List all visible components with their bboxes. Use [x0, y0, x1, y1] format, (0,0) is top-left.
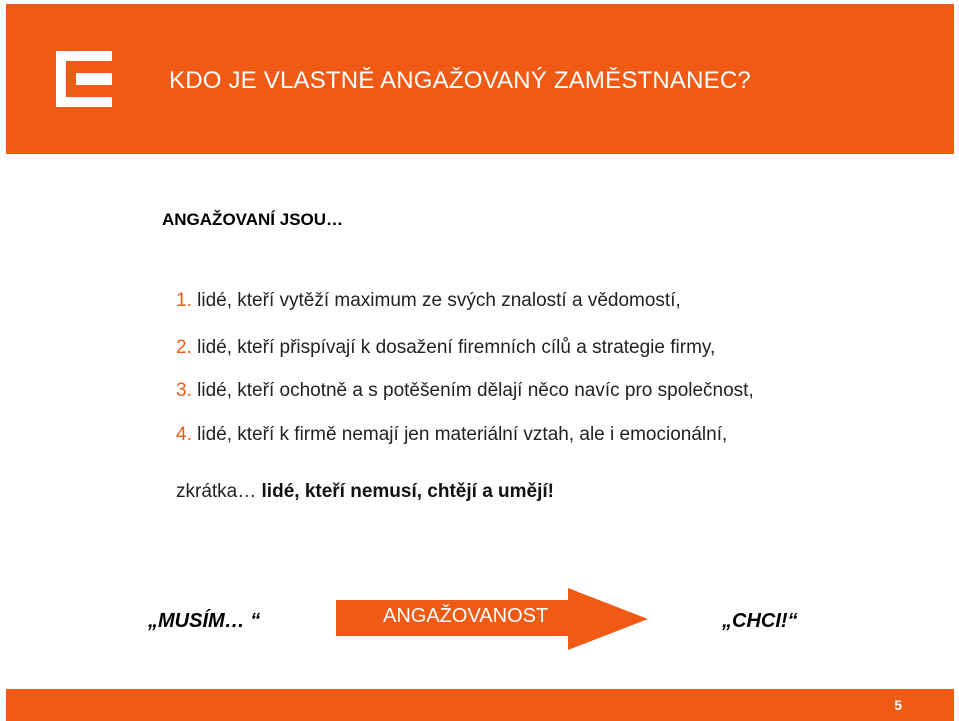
- list-item-number: 1.: [176, 290, 192, 311]
- conclusion-bold: lidé, kteří nemusí, chtějí a umějí!: [261, 481, 555, 502]
- list-item: [176, 337, 715, 359]
- conclusion-prefix: zkrátka…: [176, 481, 257, 502]
- arrow-label: ANGAŽOVANOST: [383, 605, 549, 627]
- footer-bar: [6, 689, 954, 721]
- list-item-number: 4.: [176, 424, 192, 445]
- list-item-number: 2.: [176, 337, 192, 358]
- list-item-text: lidé, kteří ochotně a s potěšením dělají něco navíc pro společnost,: [197, 380, 754, 401]
- list-item: [176, 424, 727, 446]
- musim-label: „MUSÍM… “: [148, 610, 261, 632]
- chci-label: „CHCI!“: [722, 610, 798, 632]
- list-item: [176, 380, 754, 402]
- conclusion: [176, 481, 554, 503]
- page-number: 5: [894, 697, 902, 713]
- list-item-text: lidé, kteří vytěží maximum ze svých znalostí a vědomostí,: [197, 290, 681, 311]
- slide-title: KDO JE VLASTNĚ ANGAŽOVANÝ ZAMĚSTNANEC?: [169, 67, 751, 94]
- subheading: ANGAŽOVANÍ JSOU…: [162, 210, 344, 229]
- list-item: [176, 290, 681, 312]
- cez-logo-icon: [52, 51, 112, 107]
- header-bar: [6, 4, 954, 154]
- list-item-text: lidé, kteří přispívají k dosažení firemních cílů a strategie firmy,: [197, 337, 716, 358]
- list-item-number: 3.: [176, 380, 192, 401]
- list-item-text: lidé, kteří k firmě nemají jen materiální vztah, ale i emocionální,: [197, 424, 728, 445]
